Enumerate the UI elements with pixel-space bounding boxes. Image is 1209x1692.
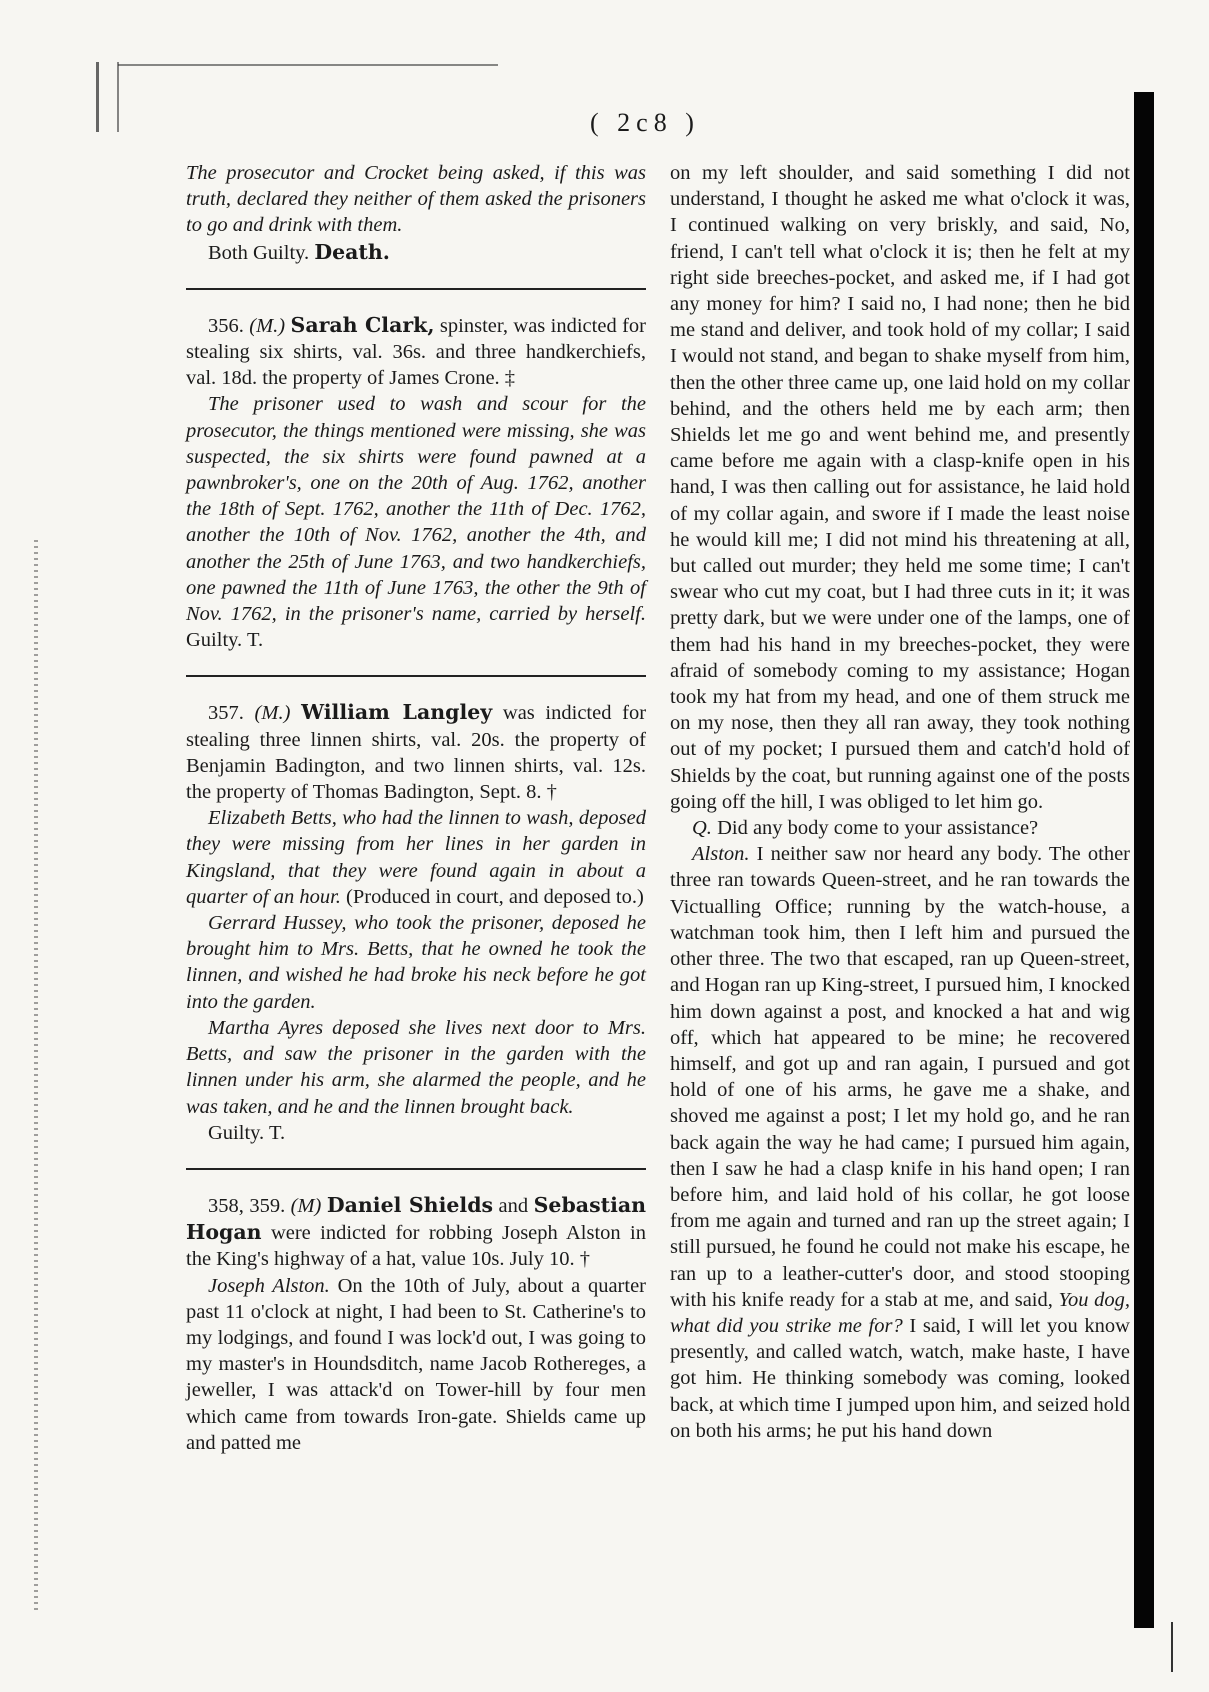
answer-text-continued: I said, I will let you know presently, and called watch, watch, make haste, I have got him. He thinking somebody was coming, looked back, at which time I jumped upon him, and seized hold on both his arms; he put his hand down (670, 1314, 1130, 1442)
question-text: Did any body come to your assistance? (717, 817, 1039, 840)
case-358-testimony: On the 10th of July, about a quarter past 11 o'clock at night, I had been to St. Catherine's to my lodgings, and found I was lock'd out, I was going to my master's in Houndsditch, name Jacob Rothereges, a jeweller, I was attack'd on Tower-hill by four men which came from towards Iron-gate. Shields came up and patted me (186, 1274, 647, 1454)
top-rule (118, 64, 498, 66)
case-357-heading (186, 699, 646, 805)
left-column (186, 160, 646, 1456)
margin-speckle (34, 540, 38, 1610)
case-357-witness-2: Gerrard Hussey, who took the prisoner, deposed he brought him to Mrs. Betts, that he owned he took the linnen, and wished he had broke his neck before he got into the garden. (186, 912, 646, 1013)
page-number: ( 2c8 ) (590, 108, 700, 137)
case-358-witness: Joseph Alston. (208, 1274, 330, 1297)
case-357-number: 357. (208, 702, 244, 725)
case-357-text: was indicted for stealing three linnen shirts, val. 20s. the property of Benjamin Badington, and two linnen shirts, val. 12s. the property of Thomas Badington, Sept. 8. † (186, 702, 647, 804)
quote-italic: You dog, what did you strike me for? (670, 1288, 1131, 1337)
case-358-heading (186, 1192, 646, 1273)
case-357-witness-1 (186, 805, 646, 910)
testimony-continued: on my left shoulder, and said something I did not understand, I thought he asked me what o'clock it was, I continued walking on very briskly, and said, No, friend, I can't tell what o'clock it is; then he felt at my right side breeches-pocket, and asked me, if I had got any money for him? I said no, I had none; then he bid me stand and deliver, and took hold of my collar; I said I would not stand, and began to shake myself from him, then the other three came up, one laid hold on my collar behind, and the others held me by each arm; then Shields let me go and went behind me, and presently came before me again with a clasp-knife open in his hand, I was then calling out for assistance, he laid hold of my collar again, and swore if I made the least noise he would kill me; I did not mind his threatening at all, but called out murder; they held me some time; I can't swear who cut my coat, but I had three cuts in it; it was pretty dark, but we were under one of the lamps, one of them had his hand in my breeches-pocket, they were afraid of somebody coming to my assistance; Hogan took my hat from my head, and one of them struck me on my nose, then they all ran away, they took nothing out of my pocket; I pursued them and catch'd hold of Shields by the coat, but running against one of the posts going off the hill, I was obliged to let him go. (670, 162, 1130, 813)
right-column (670, 160, 1130, 1444)
case-358-court: (M) (290, 1194, 322, 1217)
case-358-text: were indicted for robbing Joseph Alston in the King's highway of a hat, value 10s. July 10. † (186, 1222, 646, 1271)
section-divider (186, 1168, 646, 1170)
case-357-court: (M.) (254, 702, 291, 725)
question-mark: Q. (692, 817, 712, 840)
binding-edge-right (1134, 92, 1154, 1628)
case-356-text: spinster, was indicted for stealing six shirts, val. 36s. and three handkerchiefs, val. 18d. the property of James Crone. ‡ (186, 314, 646, 390)
corner-mark (1171, 1622, 1173, 1672)
question-line (670, 815, 1130, 841)
case-357-w1-italic: Elizabeth Betts, who had the linnen to wash, deposed they were missing from her lines in her garden in Kingsland, that they were found again in about a quarter of an hour. (186, 807, 646, 908)
case-356-evidence-text: The prisoner used to wash and scour for the prosecutor, the things mentioned were missing, she was suspected, the six shirts were found pawned at a pawnbroker's, one on the 20th of Aug. 1762, another the 18th of Sept. 1762, another the 11th of Dec. 1762, another the 10th of Nov. 1762, another the 4th, and another the 25th of June 1763, and two handkerchiefs, one pawned the 11th of June 1763, the other the 9th of Nov. 1762, in the prisoner's name, carried by herself. (186, 393, 646, 626)
intro-verdict-prefix: Both Guilty. (208, 241, 310, 264)
case-358-testimony-start (186, 1273, 646, 1456)
section-divider (186, 675, 646, 677)
answer-text: I neither saw nor heard any body. The other three ran towards Queen-street, and he ran towards the Victualling Office; running by the watch-house, a watchman took him, then I left him and pursued the other three. The two that escaped, ran up Queen-street, and Hogan ran up King-street, I pursued him, I knocked him down against a post, and knocked a hat and wig off, which hat appeared to be mine; he recovered himself, and got up and ran again, I pursued and got hold of one of his arms, he gave me a shake, and shoved me against a post; I let my hold go, and he ran back again the way he had came; I pursued him again, then I saw he had a clasp knife in his hand open; I ran before him, and laid hold of his collar, he got loose from me again and turned and ran up the street again; I still pursued, he found he could not make his escape, he ran up to a leather-cutter's door, and stood stooping with his knife ready for a stab at me, and said, (670, 843, 1130, 1311)
case-356-evidence (186, 391, 646, 653)
case-357-w1-roman: (Produced in court, and deposed to.) (346, 885, 644, 908)
case-356-verdict: Guilty. T. (186, 629, 264, 652)
case-357-verdict: Guilty. T. (208, 1121, 286, 1144)
section-divider (186, 288, 646, 290)
intro-verdict (186, 239, 646, 266)
answer-paragraph (670, 841, 1130, 1444)
case-356-number: 356. (208, 314, 244, 337)
intro-verdict-emph: Death. (314, 239, 390, 264)
case-356-court: (M.) (249, 314, 286, 337)
case-358-defendant-1: Daniel Shields (326, 1192, 494, 1217)
case-358-and: and (498, 1194, 529, 1217)
case-356-defendant: Sarah Clark, (290, 312, 435, 337)
case-358-defendant-2: Sebastian Hogan (186, 1192, 647, 1245)
case-357-witness-3: Martha Ayres deposed she lives next door to Mrs. Betts, and saw the prisoner in the garden with the linnen under his arm, she alarmed the people, and he was taken, and he and the linnen brought back. (186, 1016, 646, 1118)
case-358-number: 358, 359. (208, 1194, 286, 1217)
case-357-defendant: William Langley (301, 700, 493, 725)
answer-label: Alston. (692, 843, 750, 866)
case-356-heading (186, 312, 646, 392)
binding-edge-left (96, 62, 119, 132)
intro-italic: The prosecutor and Crocket being asked, if this was truth, declared they neither of them asked the prisoners to go and drink with them. (186, 162, 646, 237)
